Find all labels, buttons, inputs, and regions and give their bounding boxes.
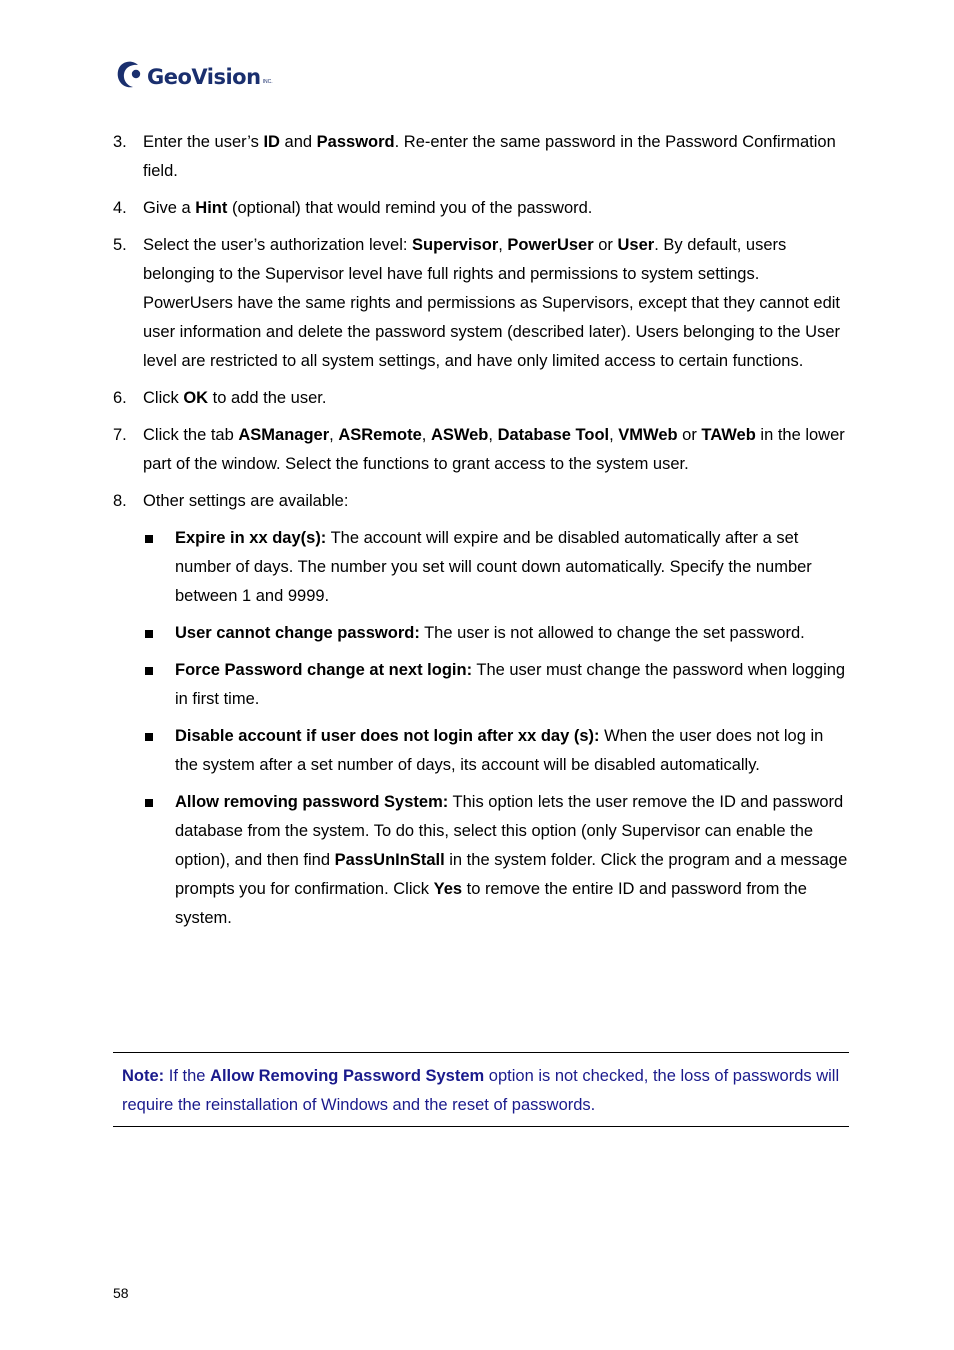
square-bullet-icon: [145, 733, 153, 741]
term-passuninstall: PassUnInStall: [334, 851, 445, 869]
term-password: Password: [316, 133, 395, 151]
option-item: Disable account if user does not login after xx day (s): When the user does not log in the system after a set number of days, its account will be disabled automatically.: [143, 722, 849, 780]
step-number: 5.: [113, 236, 127, 254]
option-label: Disable account if user does not login after xx day (s):: [175, 727, 600, 745]
page-number: 58: [113, 1285, 129, 1301]
term-vmweb: VMWeb: [618, 426, 678, 444]
term-poweruser: PowerUser: [507, 236, 594, 254]
geovision-logo: [116, 55, 273, 91]
term-asremote: ASRemote: [338, 426, 422, 444]
step-item: 8. Other settings are available: Expire in xx day(s): The account will expire and be disabled automatically after a set number of days. The number you set will count down automatically. Specify the number between 1 and 9999. User cannot change password: The user is not allowed to change the set password. Force Password change at next login: The user must change the password when logging in first time. Disable account if user does not login after xx day (s): When the user does not log in the system after a set number of days, its account will be disabled automatically. Allow removing password System: This option lets the user remove the ID and password database from the system. To do this, select this option (only Supervisor can enable the option), and then find PassUnInStall in the system folder. Click the program and a message prompts you for confirmation. Click Yes to remove the entire ID and password from the system.: [113, 487, 849, 933]
option-label: Expire in xx day(s):: [175, 529, 327, 547]
term-database-tool: Database Tool: [497, 426, 610, 444]
note-box: Note: If the Allow Removing Password System option is not checked, the loss of passwords will require the reinstallation of Windows and the reset of passwords.: [113, 1052, 849, 1127]
step-number: 7.: [113, 426, 127, 444]
term-id: ID: [263, 133, 280, 151]
term-asweb: ASWeb: [430, 426, 489, 444]
option-label: Force Password change at next login:: [175, 661, 473, 679]
logo-swirl-icon: [116, 59, 146, 91]
step-number: 4.: [113, 199, 127, 217]
note-label: Note:: [122, 1067, 165, 1085]
options-list: [143, 524, 849, 933]
step-item: 3. Enter the user’s ID and Password. Re-enter the same password in the Password Confirmation field.: [113, 128, 849, 186]
step-item: 6. Click OK to add the user.: [113, 384, 849, 413]
option-item: Expire in xx day(s): The account will expire and be disabled automatically after a set number of days. The number you set will count down automatically. Specify the number between 1 and 9999.: [143, 524, 849, 611]
term-user: User: [617, 236, 655, 254]
square-bullet-icon: [145, 630, 153, 638]
option-label: Allow removing password System:: [175, 793, 449, 811]
square-bullet-icon: [145, 667, 153, 675]
step-item: 4. Give a Hint (optional) that would remind you of the password.: [113, 194, 849, 223]
step-item: 5. Select the user’s authorization level: Supervisor, PowerUser or User. By default, users belonging to the Supervisor level have full rights and permissions to system settings. PowerUsers have the same rights and permissions as Supervisors, except that they cannot edit user information and delete the password system (described later). Users belonging to the User level are restricted to all system settings, and have only limited access to certain functions.: [113, 231, 849, 376]
step-number: 3.: [113, 133, 127, 151]
square-bullet-icon: [145, 799, 153, 807]
term-hint: Hint: [195, 199, 228, 217]
option-label: User cannot change password:: [175, 624, 420, 642]
steps-list: [113, 128, 849, 941]
term-supervisor: Supervisor: [412, 236, 499, 254]
option-item: Allow removing password System: This option lets the user remove the ID and password database from the system. To do this, select this option (only Supervisor can enable the option), and then find PassUnInStall in the system folder. Click the program and a message prompts you for confirmation. Click Yes to remove the entire ID and password from the system.: [143, 788, 849, 933]
term-yes: Yes: [433, 880, 463, 898]
option-item: Force Password change at next login: The user must change the password when logging in first time.: [143, 656, 849, 714]
step-item: 7. Click the tab ASManager, ASRemote, ASWeb, Database Tool, VMWeb or TAWeb in the lower part of the window. Select the functions to grant access to the system user.: [113, 421, 849, 479]
step-number: 6.: [113, 389, 127, 407]
term-allow-removing-password-system: Allow Removing Password System: [210, 1067, 485, 1085]
step-number: 8.: [113, 492, 127, 510]
term-asmanager: ASManager: [238, 426, 330, 444]
option-item: User cannot change password: The user is not allowed to change the set password.: [143, 619, 849, 648]
term-taweb: TAWeb: [701, 426, 756, 444]
logo-text: GeoVision: [147, 65, 261, 89]
square-bullet-icon: [145, 535, 153, 543]
term-ok: OK: [183, 389, 209, 407]
logo-trademark: INC.: [262, 79, 273, 85]
